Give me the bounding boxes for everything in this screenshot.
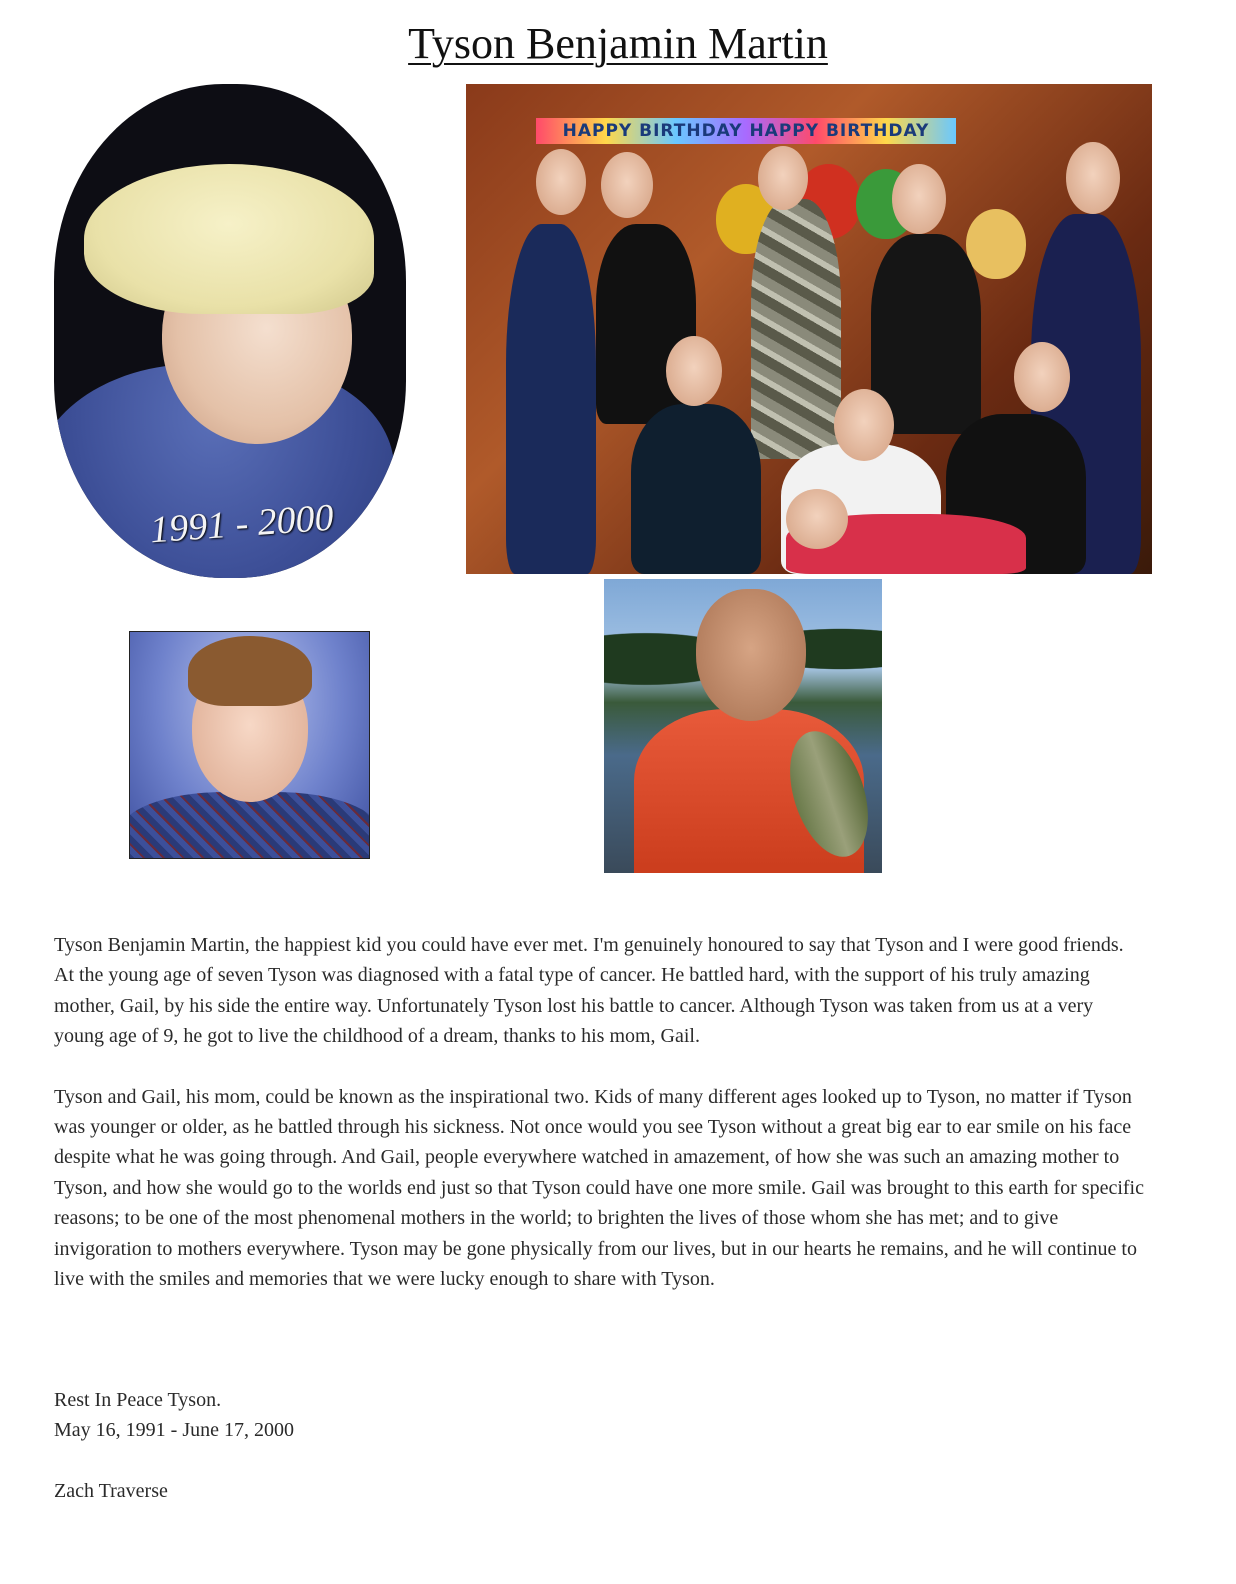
kid-3	[751, 199, 841, 459]
kid-1-head	[536, 149, 586, 215]
school-portrait-shirt	[129, 792, 370, 859]
portrait-photo-oval	[54, 84, 406, 578]
closing-dates: May 16, 1991 - June 17, 2000	[54, 1419, 294, 1442]
kid-1	[506, 224, 596, 574]
school-portrait-photo	[129, 631, 370, 859]
portrait-years-caption: 1991 - 2000	[148, 496, 335, 552]
kid-6-head	[666, 336, 722, 406]
kid-5-head	[1066, 142, 1120, 214]
tribute-text	[54, 930, 1144, 1324]
birthday-party-photo	[466, 84, 1152, 574]
kid-9-head	[786, 489, 848, 549]
kid-7-head	[834, 389, 894, 461]
kid-4-head	[892, 164, 946, 234]
tribute-paragraph-1: Tyson Benjamin Martin, the happiest kid you could have ever met. I'm genuinely honoured to say that Tyson and I were good friends. At the young age of seven Tyson was diagnosed with a fatal type of cancer. He battled hard, with the support of his truly amazing mother, Gail, by his side the entire way. Unfortunately Tyson lost his battle to cancer. Although Tyson was taken from us at a very young age of 9, he got to live the childhood of a dream, thanks to his mom, Gail.	[54, 934, 1124, 1048]
kid-3-head	[758, 146, 808, 210]
tribute-paragraph-2: Tyson and Gail, his mom, could be known as the inspirational two. Kids of many different ages looked up to Tyson, no matter if Tyson was younger or older, as he battled through his sickness. Not once would you see Tyson without a great big ear to ear smile on his face despite what he was going through. And Gail, people everywhere watched in amazement, of how she was such an amazing mother to Tyson, and how she would go to the worlds end just so that Tyson could have one more smile. Gail was brought to this earth for specific reasons; to be one of the most phenomenal mothers in the world; to brighten the lives of those whom she has met; and to give invigoration to mothers everywhere. Tyson may be gone physically from our lives, but in our hearts he remains, and he will continue to live with the smiles and memories that we were lucky enough to share with Tyson.	[54, 1085, 1144, 1291]
author-name: Zach Traverse	[54, 1480, 168, 1502]
fishing-photo	[604, 579, 882, 873]
school-portrait-hair	[188, 636, 312, 706]
portrait-cap	[84, 164, 374, 314]
fishing-face	[696, 589, 806, 721]
balloon-gold	[966, 209, 1026, 279]
birthday-banner: HAPPY BIRTHDAY HAPPY BIRTHDAY	[536, 118, 956, 144]
page-title: Tyson Benjamin Martin	[408, 19, 828, 68]
closing-block	[54, 1385, 294, 1446]
kid-8-head	[1014, 342, 1070, 412]
kid-2-head	[601, 152, 653, 218]
kid-6	[631, 404, 761, 574]
closing-rest-in-peace: Rest In Peace Tyson.	[54, 1389, 222, 1411]
